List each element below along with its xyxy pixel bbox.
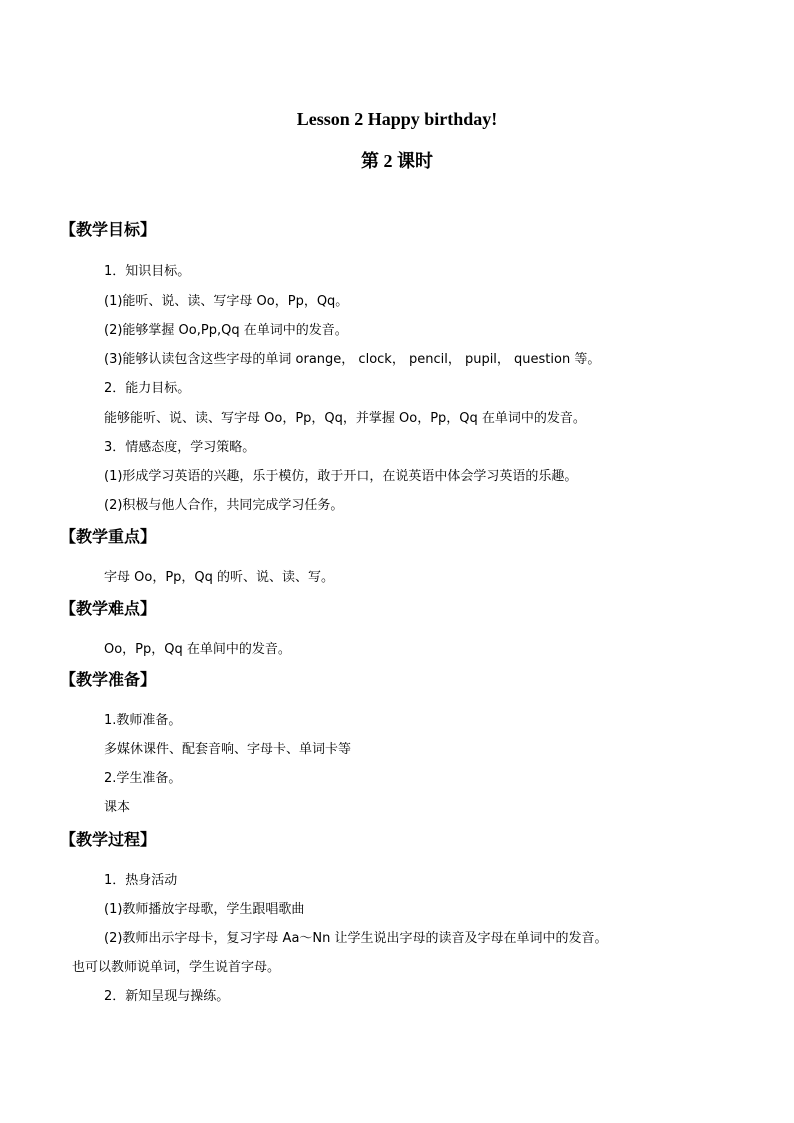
- process-line-continued: 也可以教师说单词，学生说首字母。: [72, 960, 281, 975]
- objectives-line: (3)能够认读包含这些字母的单词 orange， clock， pencil， pupil， question 等。: [104, 352, 601, 367]
- preparation-line: 课本: [104, 800, 131, 815]
- preparation-line: 多媒休课件、配套音响、字母卡、单词卡等: [104, 742, 352, 757]
- section-heading-preparation: 【教学准备】: [60, 670, 157, 689]
- key-points-line: 字母 Oo，Pp，Qq 的听、说、读、写。: [104, 570, 335, 585]
- objectives-line: (2)积极与他人合作，共同完成学习任务。: [104, 498, 344, 513]
- lesson-title: Lesson 2 Happy birthday!: [296, 109, 498, 129]
- objectives-line: 1．知识目标。: [104, 264, 191, 279]
- process-line: (2)教师出示字母卡，复习字母 Aa～Nn 让学生说出字母的读音及字母在单词中的发音。: [104, 931, 608, 946]
- section-heading-difficulties: 【教学难点】: [60, 599, 157, 618]
- preparation-line: 1.教师准备。: [104, 713, 182, 728]
- section-heading-process: 【教学过程】: [60, 830, 157, 849]
- section-heading-objectives: 【教学目标】: [60, 220, 157, 239]
- preparation-line: 2.学生准备。: [104, 771, 182, 786]
- process-line: 2．新知呈现与操练。: [104, 989, 230, 1004]
- process-line: 1．热身活动: [104, 873, 178, 888]
- objectives-line: 3．情感态度，学习策略。: [104, 440, 256, 455]
- process-line: (1)教师播放字母歌，学生跟唱歌曲: [104, 902, 305, 917]
- difficulties-line: Oo，Pp，Qq 在单间中的发音。: [104, 642, 291, 657]
- lesson-subtitle: 第 2 课时: [361, 151, 433, 171]
- objectives-line: 能够能听、说、读、写字母 Oo，Pp，Qq，并掌握 Oo，Pp，Qq 在单词中的发音。: [104, 411, 586, 426]
- section-heading-key-points: 【教学重点】: [60, 527, 157, 546]
- objectives-line: (1)形成学习英语的兴趣，乐于模仿，敢于开口，在说英语中体会学习英语的乐趣。: [104, 469, 578, 484]
- objectives-line: (2)能够掌握 Oo,Pp,Qq 在单词中的发音。: [104, 323, 348, 338]
- objectives-line: (1)能听、说、读、写字母 Oo，Pp，Qq。: [104, 294, 349, 309]
- objectives-line: 2．能力目标。: [104, 381, 191, 396]
